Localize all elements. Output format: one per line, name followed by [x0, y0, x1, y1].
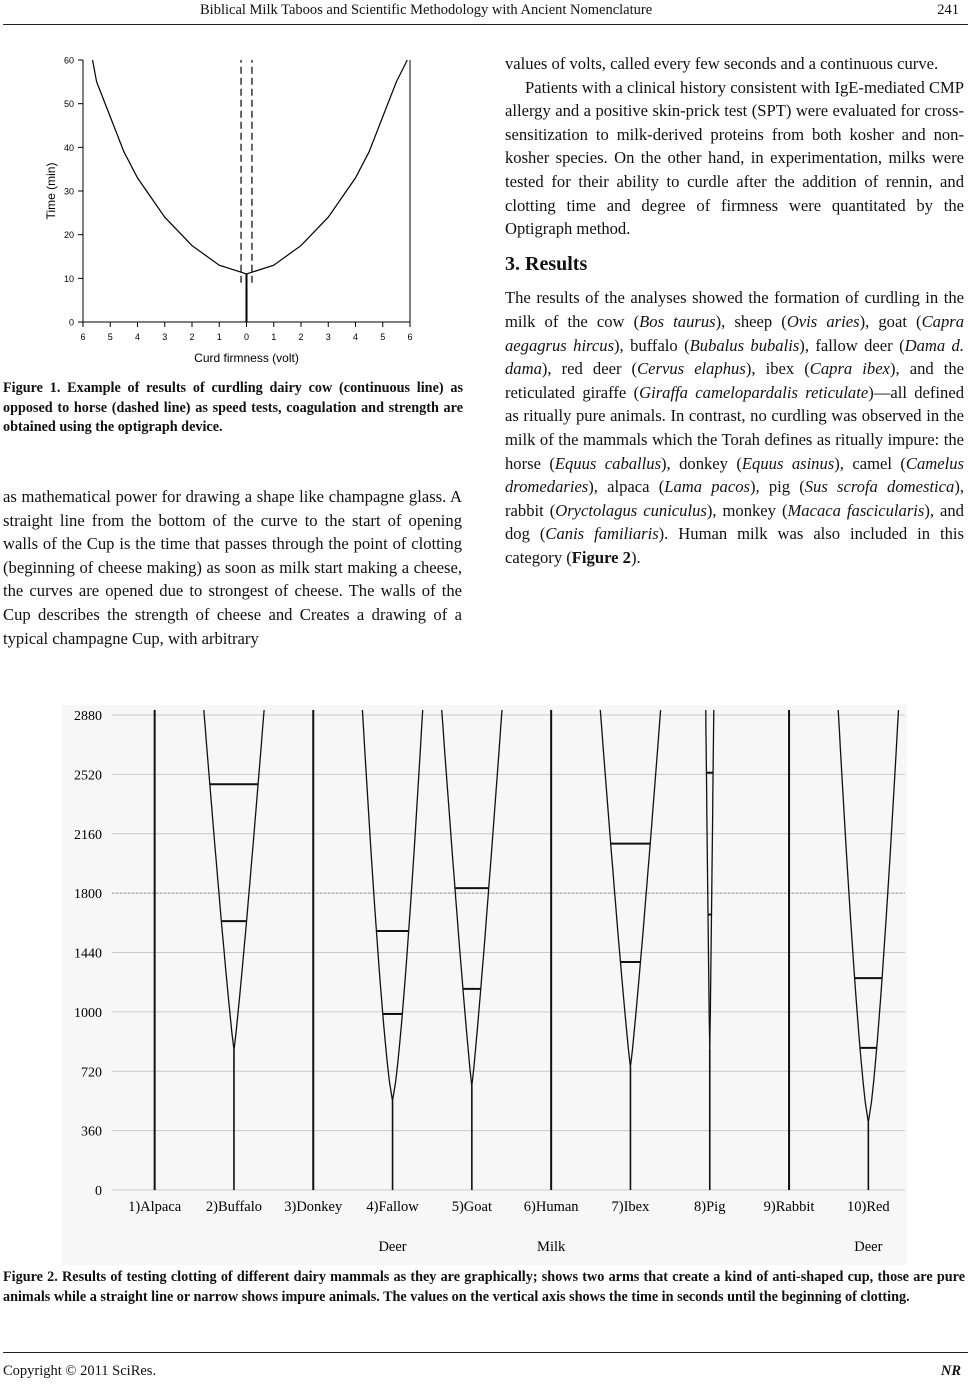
species-name: Sus scrofa domestica [804, 477, 955, 497]
text-span: ), monkey ( [706, 500, 788, 520]
y-tick-label: 2880 [74, 709, 102, 724]
text-span: The results of the analyses showed the formation of curdling in the milk of the cow ( [505, 288, 964, 331]
text-span: ), donkey ( [661, 453, 742, 473]
category-label: 7)Ibex [611, 1199, 650, 1215]
category-sublabel: Deer [854, 1239, 883, 1255]
body-paragraph: Patients with a clinical history consistent with IgE-mediated CMP allergy and a positive skin-prick test (SPT) were evaluated for cross-sensitization to milk-derived proteins from both kosher and non-kosher species. On the other hand, in experimentation, milks were tested for their ability to curdle after the addition of rennin, and clotting time and degree of firmness were quantitated by the Optigraph method. [505, 77, 964, 239]
text-span: ), alpaca ( [588, 477, 665, 497]
left-column [3, 485, 462, 650]
y-tick-label: 0 [68, 317, 74, 328]
species-name: Camelus dromedaries [505, 453, 964, 497]
x-tick-label: 0 [243, 332, 250, 342]
species-name: Equus asinus [741, 453, 835, 473]
category-sublabel: Milk [537, 1239, 566, 1255]
species-name: Capra ibex [809, 359, 890, 379]
body-paragraph: as mathematical power for drawing a shape like champagne glass. A straight line from the bottom of the curve to the start of opening walls of the Cup is the time that passes through the point of clotting (beginning of cheese making) as soon as milk start making a cheese, the curves are opened due to strongest of cheese. The walls of the Cup describes the strength of cheese and Creates a drawing of a typical champagne Cup, with arbitrary [3, 487, 462, 648]
species-name: Equus caballus [554, 453, 662, 473]
x-tick-label: 6 [80, 332, 86, 342]
text-span: ), sheep ( [715, 311, 787, 331]
x-tick-label: 4 [134, 332, 141, 342]
text-span: ). [630, 547, 641, 567]
x-tick-label: 1 [216, 332, 222, 342]
figure-2-caption: Figure 2. Results of testing clotting of different dairy mammals as they are graphically; shows two arms that create a kind of anti-shaped cup, those are pure animals while a straight line or narrow shows impure animals. The values on the vertical axis shows the time in seconds until the beginning of clotting. [3, 1269, 965, 1305]
figure-1-caption: Figure 1. Example of results of curdling dairy cow (continuous line) as opposed to horse (dashed line) as speed tests, coagulation and strength are obtained using the optigraph device. [3, 380, 463, 435]
text-span: ), fallow deer ( [799, 335, 905, 355]
text-span: ), rabbit ( [505, 477, 965, 520]
species-name: Cervus elaphus [637, 359, 746, 379]
text-span: ). Human milk was also included in this category ( [505, 524, 964, 567]
footer-rule [3, 1352, 968, 1353]
y-tick-label: 40 [63, 142, 74, 153]
text-span: ), red deer ( [541, 359, 638, 379]
x-tick-label: 3 [325, 332, 331, 342]
text-span: ), pig ( [749, 477, 805, 497]
text-span: ), goat ( [859, 311, 922, 331]
cow-curve-left [93, 60, 247, 274]
category-label: 3)Donkey [284, 1199, 343, 1215]
cow-curve-right [247, 60, 408, 274]
species-name: Macaca fascicularis [787, 500, 925, 520]
category-label: 10)Red [847, 1199, 890, 1215]
figure-reference: Figure 2 [571, 547, 631, 567]
species-name: Ovis aries [786, 311, 860, 331]
species-name: Giraffa camelopardalis reticulate [639, 382, 869, 402]
category-label: 1)Alpaca [128, 1199, 182, 1215]
y-tick-label: 1800 [74, 887, 102, 903]
results-paragraph [505, 286, 964, 569]
header-rule [3, 24, 968, 25]
text-span: )—all defined as ritually pure animals. In contrast, no curdling was observed in the milk of the mammals which the Torah defines as ritually impure: the horse ( [505, 382, 964, 473]
species-name: Canis familiaris [545, 524, 659, 544]
species-name: Bos taurus [639, 311, 716, 331]
category-label: 9)Rabbit [763, 1199, 815, 1215]
body-paragraph: values of volts, called every few seconds and a continuous curve. [505, 54, 939, 73]
y-tick-label: 1440 [74, 946, 102, 962]
species-name: Oryctolagus cuniculus [555, 500, 707, 520]
page-number: 241 [937, 2, 959, 18]
chart-background [62, 705, 907, 1265]
y-tick-label: 30 [63, 186, 74, 197]
y-tick-label: 20 [63, 230, 74, 241]
y-tick-label: 50 [63, 99, 74, 110]
x-axis-label: Curd firmness (volt) [194, 351, 299, 365]
text-span: ), ibex ( [745, 359, 810, 379]
category-label: 2)Buffalo [205, 1199, 263, 1215]
x-tick-label: 5 [380, 332, 386, 342]
category-label: 6)Human [523, 1199, 579, 1215]
x-tick-label: 4 [352, 332, 359, 342]
y-tick-label: 0 [95, 1184, 102, 1199]
species-name: Capra aegagrus hircus [505, 311, 964, 355]
category-sublabel: Deer [378, 1239, 407, 1255]
x-tick-label: 3 [162, 332, 168, 342]
species-name: Dama d. dama [505, 335, 965, 379]
text-span: ), buffalo ( [614, 335, 690, 355]
y-tick-label: 60 [63, 55, 74, 66]
right-column [505, 52, 964, 569]
category-label: 5)Goat [451, 1199, 492, 1215]
x-tick-label: 1 [271, 332, 277, 342]
y-tick-label: 2160 [74, 827, 102, 843]
x-tick-label: 2 [298, 332, 304, 342]
category-label: 4)Fallow [366, 1199, 419, 1215]
y-tick-label: 720 [81, 1065, 102, 1081]
species-name: Bubalus bubalis [689, 335, 800, 355]
text-span: ), and dog ( [505, 500, 964, 544]
category-label: 8)Pig [694, 1199, 726, 1215]
x-tick-label: 2 [189, 332, 195, 342]
text-span: ), and the reticulated giraffe ( [505, 359, 965, 402]
text-span: ), camel ( [834, 453, 906, 473]
section-heading: 3. Results [505, 252, 588, 275]
journal-abbrev: NR [940, 1363, 961, 1379]
species-name: Lama pacos [664, 477, 750, 497]
y-axis-label: Time (min) [44, 162, 58, 220]
y-tick-label: 2520 [74, 768, 102, 784]
y-tick-label: 10 [63, 273, 74, 284]
figure-1-chart [40, 50, 430, 370]
figure-2-chart [62, 705, 907, 1265]
running-head [0, 0, 971, 24]
y-tick-label: 360 [81, 1124, 102, 1140]
x-tick-label: 5 [107, 332, 113, 342]
running-title: Biblical Milk Taboos and Scientific Methodology with Ancient Nomenclature [200, 2, 653, 18]
copyright: Copyright © 2011 SciRes. [3, 1363, 157, 1379]
y-tick-label: 1000 [74, 1005, 102, 1021]
x-tick-label: 6 [407, 332, 413, 342]
